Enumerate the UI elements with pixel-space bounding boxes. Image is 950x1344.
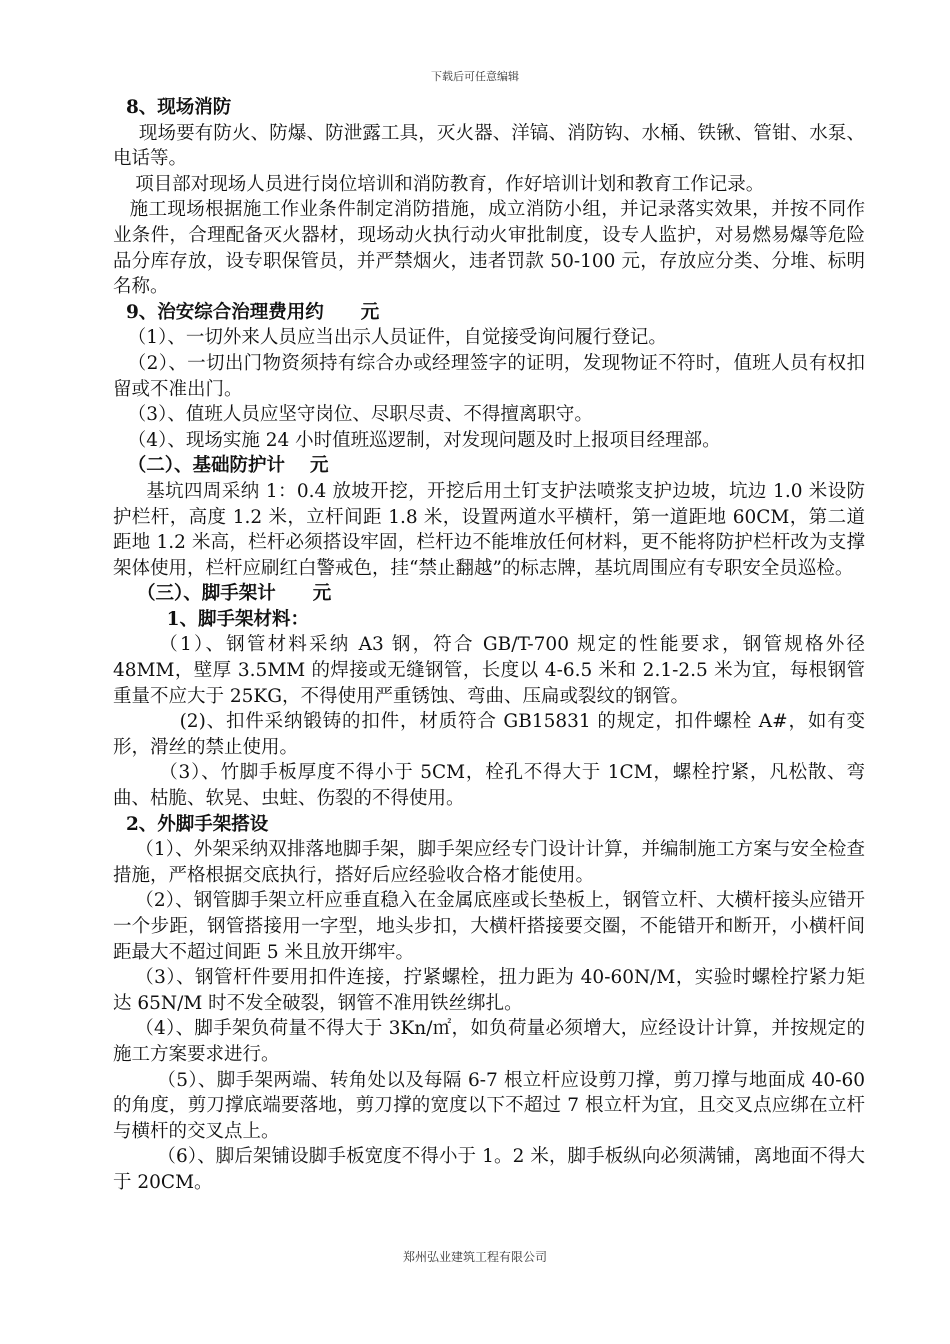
- list-item: （1）、外架采纳双排落地脚手架，脚手架应经专门设计计算，并编制施工方案与安全检查措施，严格根据交底执行，搭好后应经验收合格才能使用。: [113, 839, 865, 886]
- list-item: （4）、脚手架负荷量不得大于 3Kn/㎡，如负荷量必须增大，应经设计计算，并按规定的施工方案要求进行。: [113, 1018, 865, 1065]
- section-heading-fire: 8、现场消防: [125, 97, 232, 118]
- list-item: （2）、钢管脚手架立杆应垂直稳入在金属底座或长垫板上，钢管立杆、大横杆接头应错开一个步距，钢管搭接用一字型，地头步扣，大横杆搭接要交圈，不能错开和断开，小横杆间距最大不超过间距 5 米且放开绑牢。: [113, 890, 865, 963]
- section-heading-security: 9、治安综合治理费用约 元: [125, 301, 380, 323]
- list-item: （3）、值班人员应坚守岗位、尽职尽责、不得擅离职守。: [127, 404, 593, 426]
- paragraph: 施工现场根据施工作业条件制定消防措施，成立消防小组，并记录落实效果，并按不同作业条件，合理配备灭火器材，现场动火执行动火审批制度，设专人监护，对易燃易爆等危险品分库存放，设专职保管员，并严禁烟火，违者罚款 50-100 元，存放应分类、分堆、标明名称。: [113, 199, 865, 298]
- list-item: (2)、扣件采纳锻铸的扣件，材质符合 GB15831 的规定，扣件螺栓 A#，如有变形，滑丝的禁止使用。: [113, 711, 865, 758]
- header-note: 下载后可任意编辑: [431, 70, 519, 83]
- paragraph: 项目部对现场人员进行岗位培训和消防教育，作好培训计划和教育工作记录。: [135, 173, 765, 195]
- list-item: （3）、钢管杆件要用扣件连接，拧紧螺栓，扭力距为 40-60N/M，实验时螺栓拧紧力矩达 65N/M 时不发全破裂，钢管不准用铁丝绑扎。: [113, 967, 865, 1014]
- list-item: （6）、脚后架铺设脚手板宽度不得小于 1。2 米，脚手板纵向必须满铺，离地面不得大于 20CM。: [113, 1146, 865, 1193]
- section-heading-scaffold: （三）、脚手架计 元: [137, 583, 332, 605]
- list-item: （5）、脚手架两端、转角处以及每隔 6-7 根立杆应设剪刀撑，剪刀撑与地面成 40-60 的角度，剪刀撑底端要落地，剪刀撑的宽度以下不超过 7 根立杆为宜，且交叉点应绑在立杆与横杆的交叉点上。: [113, 1069, 865, 1142]
- subsection-heading-materials: 1、脚手架材料：: [166, 608, 310, 630]
- footer-company: 郑州弘业建筑工程有限公司: [402, 1250, 547, 1264]
- paragraph: 基坑四周采纳 1：0.4 放坡开挖，开挖后用土钉支护法喷浆支护边坡，坑边 1.0 米设防护栏杆，高度 1.2 米，立杆间距 1.8 米，设置两道水平横杆，第一道距地 60CM，第二道距地 1.2 米高，栏杆必须搭设牢固，栏杆边不能堆放任何材料，更不能将防护栏杆改为支撑架体使用，栏杆应刷红白警戒色，挂“禁止翻越”的标志牌，基坑周围应有专职安全员巡检。: [113, 480, 865, 579]
- list-item: （1）、钢管材料采纳 A3 钢，符合 GB/T-700 规定的性能要求，钢管规格外径 48MM，壁厚 3.5MM 的焊接或无缝钢管，长度以 4-6.5 米和 2.1-2.5 米为宜，每根钢管重量不应大于 25KG，不得使用严重锈蚀、弯曲、压扁或裂纹的钢管。: [113, 634, 865, 707]
- section-heading-foundation: （二）、基础防护计 元: [127, 455, 329, 477]
- list-item: （1）、一切外来人员应当出示人员证件，自觉接受询问履行登记。: [127, 327, 667, 349]
- list-item: （3）、竹脚手板厚度不得小于 5CM，栓孔不得大于 1CM，螺栓拧紧，凡松散、弯曲、枯脆、软晃、虫蛀、伤裂的不得使用。: [113, 762, 865, 810]
- document-body: [113, 95, 865, 1196]
- list-item: （2）、一切出门物资须持有综合办或经理签字的证明，发现物证不符时，值班人员有权扣留或不准出门。: [113, 352, 865, 400]
- list-item: （4）、现场实施 24 小时值班巡逻制，对发现问题及时上报项目经理部。: [127, 429, 721, 451]
- subsection-heading-external-scaffold: 2、外脚手架搭设: [125, 813, 269, 835]
- paragraph: 现场要有防火、防爆、防泄露工具，灭火器、洋镐、消防钩、水桶、铁锹、管钳、水泵、电话等。: [113, 122, 865, 170]
